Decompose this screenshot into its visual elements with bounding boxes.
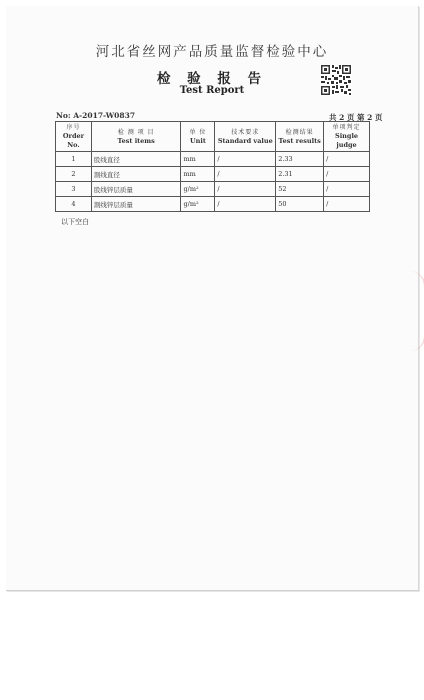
table-row <box>56 152 370 167</box>
table-row <box>56 167 370 182</box>
cell-judge: / <box>324 152 370 167</box>
cell-standard: / <box>215 167 276 182</box>
cell-result: 2.31 <box>276 167 324 182</box>
report-page <box>6 6 419 591</box>
cell-standard: / <box>215 152 276 167</box>
cell-result: 50 <box>276 197 324 212</box>
table-row <box>56 182 370 197</box>
seal-stamp-edge <box>410 271 424 351</box>
cell-judge: / <box>324 167 370 182</box>
report-title-en: Test Report <box>179 85 245 96</box>
report-title-cn: 检 验 报 告 <box>156 71 268 87</box>
header-unit: 单 位 Unit <box>181 122 215 152</box>
cell-item: 股线锌层质量 <box>91 182 181 197</box>
cell-unit: mm <box>181 152 215 167</box>
blank-below-note: 以下空白 <box>61 218 89 226</box>
cell-result: 2.33 <box>276 152 324 167</box>
test-results-table <box>55 121 370 212</box>
qr-code-icon <box>320 64 352 96</box>
cell-unit: g/m² <box>181 182 215 197</box>
cell-standard: / <box>215 197 276 212</box>
header-standard-value: 技术要求 Standard value <box>215 122 276 152</box>
cell-result: 52 <box>276 182 324 197</box>
issuing-organization: 河北省丝网产品质量监督检验中心 <box>95 44 329 60</box>
cell-order: 2 <box>56 167 92 182</box>
cell-unit: mm <box>181 167 215 182</box>
cell-judge: / <box>324 197 370 212</box>
report-number: No: A-2017-W0837 <box>56 111 136 120</box>
cell-item: 股线直径 <box>91 152 181 167</box>
cell-item: 割线直径 <box>91 167 181 182</box>
table-header-row <box>56 122 370 152</box>
cell-judge: / <box>324 182 370 197</box>
cell-unit: g/m² <box>181 197 215 212</box>
cell-order: 3 <box>56 182 92 197</box>
header-order-no: 序号 Order No. <box>56 122 92 152</box>
cell-order: 4 <box>56 197 92 212</box>
page-number: 共 2 页 第 2 页 <box>329 113 383 122</box>
table-row <box>56 197 370 212</box>
header-single-judge: 单项判定 Single judge <box>324 122 370 152</box>
cell-standard: / <box>215 182 276 197</box>
cell-order: 1 <box>56 152 92 167</box>
header-test-results: 检测结果 Test results <box>276 122 324 152</box>
header-test-items: 检 测 项 目 Test items <box>91 122 181 152</box>
cell-item: 割线锌层质量 <box>91 197 181 212</box>
